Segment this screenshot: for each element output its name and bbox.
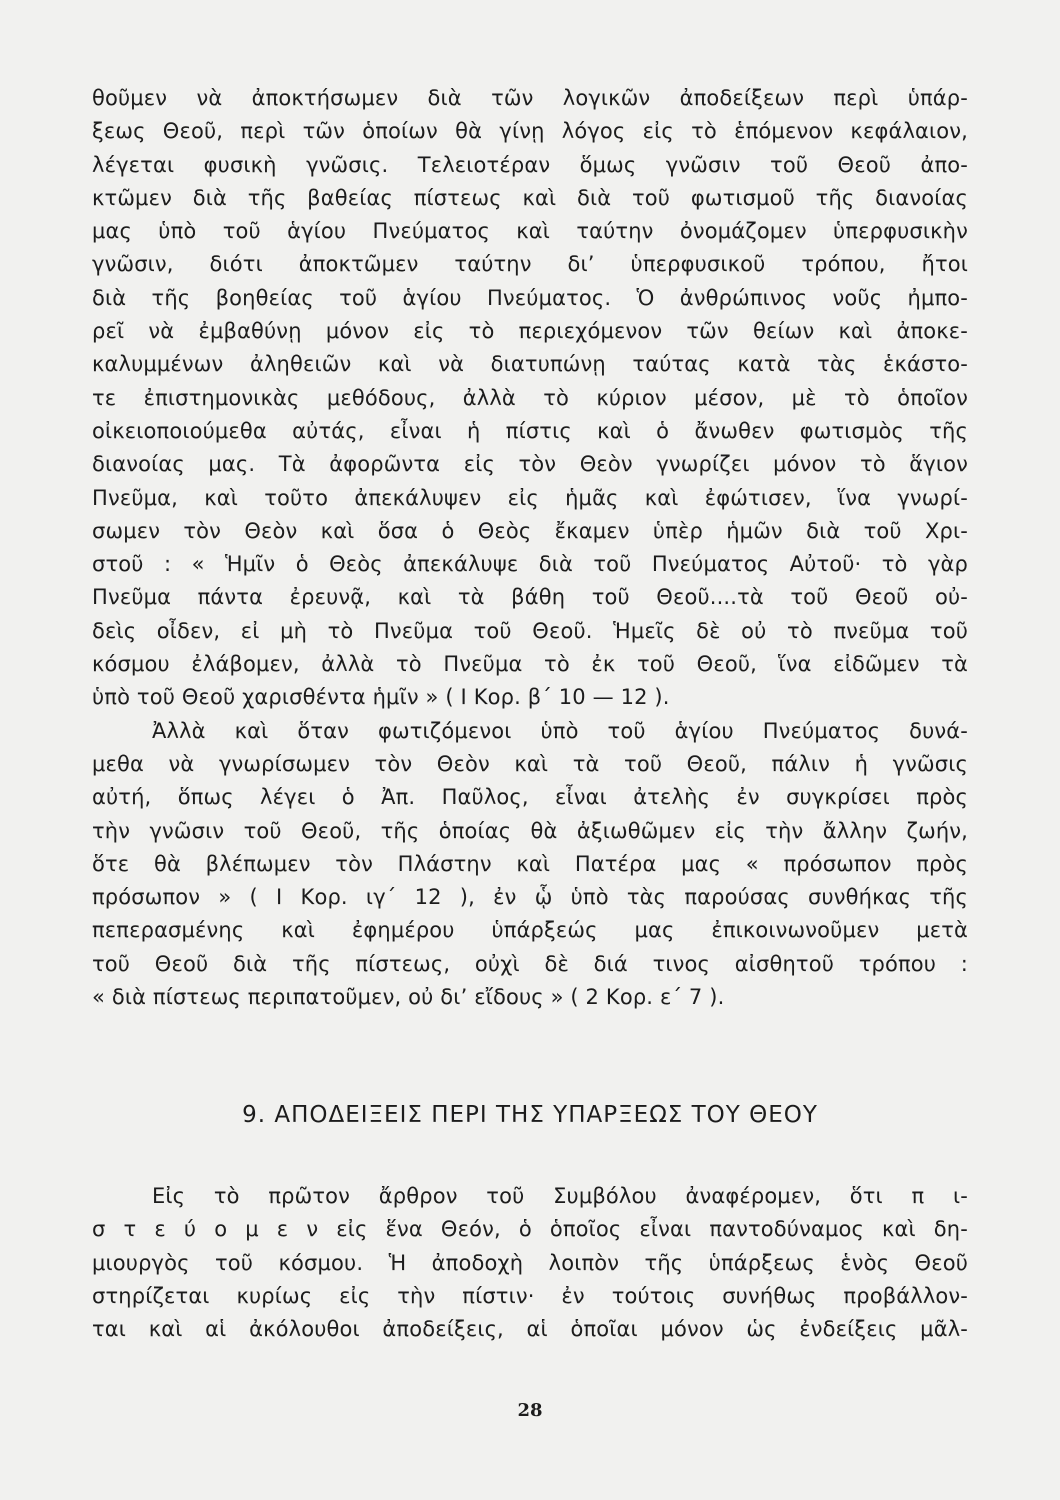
text-line: μεθα νὰ γνωρίσωμεν τὸν Θεὸν καὶ τὰ τοῦ Θεοῦ, πάλιν ἡ γνῶσις — [92, 751, 968, 776]
text-line: μιουργὸς τοῦ κόσμου. Ἡ ἀποδοχὴ λοιπὸν τῆς ὑπάρξεως ἑνὸς Θεοῦ — [92, 1250, 968, 1275]
text-line: δεὶς οἶδεν, εἰ μὴ τὸ Πνεῦμα τοῦ Θεοῦ. Ἡμεῖς δὲ οὐ τὸ πνεῦμα τοῦ — [92, 618, 968, 643]
paragraph-knowledge-of-god — [92, 82, 968, 715]
text-line: Ἀλλὰ καὶ ὅταν φωτιζόμενοι ὑπὸ τοῦ ἁγίου Πνεύματος δυνά- — [152, 718, 968, 743]
text-line: ται καὶ αἱ ἀκόλουθοι ἀποδείξεις, αἱ ὁποῖαι μόνον ὡς ἐνδείξεις μᾶλ- — [92, 1317, 968, 1342]
text-line: θοῦμεν νὰ ἀποκτήσωμεν διὰ τῶν λογικῶν ἀποδείξεων περὶ ὑπάρ- — [92, 86, 968, 110]
text-line: οἰκειοποιούμεθα αὐτάς, εἶναι ἡ πίστις καὶ ὁ ἄνωθεν φωτισμὸς τῆς — [92, 418, 968, 443]
text-line: κτῶμεν διὰ τῆς βαθείας πίστεως καὶ διὰ τοῦ φωτισμοῦ τῆς διανοίας — [92, 185, 968, 210]
text-line: σωμεν τὸν Θεὸν καὶ ὅσα ὁ Θεὸς ἔκαμεν ὑπὲρ ἡμῶν διὰ τοῦ Χρι- — [92, 518, 968, 543]
text-line: διὰ τῆς βοηθείας τοῦ ἁγίου Πνεύματος. Ὁ ἀνθρώπινος νοῦς ἠμπο- — [92, 285, 968, 310]
text-line: Εἰς τὸ πρῶτον ἄρθρον τοῦ Συμβόλου ἀναφέρομεν, ὅτι π ι- — [152, 1184, 968, 1208]
text-line: τε ἐπιστημονικὰς μεθόδους, ἀλλὰ τὸ κύριον μέσον, μὲ τὸ ὁποῖον — [92, 385, 968, 410]
text-line: τοῦ Θεοῦ διὰ τῆς πίστεως, οὐχὶ δὲ διά τινος αἰσθητοῦ τρόπου : — [92, 951, 968, 976]
text-line: διανοίας μας. Τὰ ἀφορῶντα εἰς τὸν Θεὸν γνωρίζει μόνον τὸ ἅγιον — [92, 452, 968, 477]
text-line: ὅτε θὰ βλέπωμεν τὸν Πλάστην καὶ Πατέρα μας « πρόσωπον πρὸς — [92, 851, 968, 876]
page-number: 28 — [517, 1400, 543, 1421]
text-block-lower — [92, 1180, 968, 1346]
text-line: αὐτή, ὅπως λέγει ὁ Ἀπ. Παῦλος, εἶναι ἀτελὴς ἐν συγκρίσει πρὸς — [92, 785, 968, 810]
text-line: ὑπὸ τοῦ Θεοῦ χαρισθέντα ἡμῖν » ( Ι Κορ. β΄ 10 — 12 ). — [92, 685, 670, 710]
paragraph-imperfect-knowledge — [92, 715, 968, 1015]
text-line: σ τ ε ύ ο μ ε ν εἰς ἕνα Θεόν, ὁ ὁποῖος εἶναι παντοδύναμος καὶ δη- — [92, 1217, 968, 1242]
text-line: ξεως Θεοῦ, περὶ τῶν ὁποίων θὰ γίνῃ λόγος εἰς τὸ ἑπόμενον κεφάλαιον, — [92, 119, 968, 144]
text-line: Πνεῦμα πάντα ἐρευνᾷ, καὶ τὰ βάθη τοῦ Θεοῦ....τὰ τοῦ Θεοῦ οὐ- — [92, 585, 968, 610]
text-line: στοῦ : « Ἡμῖν ὁ Θεὸς ἀπεκάλυψε διὰ τοῦ Πνεύματος Αὐτοῦ· τὸ γὰρ — [92, 552, 968, 577]
text-block-upper — [92, 82, 968, 1014]
section-heading: 9. ΑΠΟΔΕΙΞΕΙΣ ΠΕΡΙ ΤΗΣ ΥΠΑΡΞΕΩΣ ΤΟΥ ΘΕΟΥ — [242, 1102, 818, 1128]
text-line: ρεῖ νὰ ἐμβαθύνῃ μόνον εἰς τὸ περιεχόμενον τῶν θείων καὶ ἀποκε- — [92, 319, 968, 344]
text-line: τὴν γνῶσιν τοῦ Θεοῦ, τῆς ὁποίας θὰ ἀξιωθῶμεν εἰς τὴν ἄλλην ζωήν, — [92, 818, 968, 843]
text-line: καλυμμένων ἀληθειῶν καὶ νὰ διατυπώνῃ ταύτας κατὰ τὰς ἑκάστο- — [92, 352, 968, 377]
paragraph-symbol-of-faith — [92, 1180, 968, 1346]
text-line: « διὰ πίστεως περιπατοῦμεν, οὐ δι’ εἴδους » ( 2 Κορ. ε΄ 7 ). — [92, 985, 725, 1010]
text-line: κόσμου ἐλάβομεν, ἀλλὰ τὸ Πνεῦμα τὸ ἐκ τοῦ Θεοῦ, ἵνα εἰδῶμεν τὰ — [92, 652, 968, 677]
text-line: πεπερασμένης καὶ ἐφημέρου ὑπάρξεώς μας ἐπικοινωνοῦμεν μετὰ — [92, 918, 968, 943]
text-line: Πνεῦμα, καὶ τοῦτο ἀπεκάλυψεν εἰς ἡμᾶς καὶ ἐφώτισεν, ἵνα γνωρί- — [92, 485, 968, 510]
text-line: γνῶσιν, διότι ἀποκτῶμεν ταύτην δι’ ὑπερφυσικοῦ τρόπου, ἤτοι — [92, 252, 968, 277]
text-line: λέγεται φυσικὴ γνῶσις. Τελειοτέραν ὅμως γνῶσιν τοῦ Θεοῦ ἀπο- — [92, 152, 968, 177]
text-line: μας ὑπὸ τοῦ ἁγίου Πνεύματος καὶ ταύτην ὀνομάζομεν ὑπερφυσικὴν — [92, 219, 968, 244]
text-line: πρόσωπον » ( Ι Κορ. ιγ΄ 12 ), ἐν ᾧ ὑπὸ τὰς παρούσας συνθήκας τῆς — [92, 885, 968, 910]
text-line: στηρίζεται κυρίως εἰς τὴν πίστιν· ἐν τούτοις συνήθως προβάλλον- — [92, 1283, 968, 1308]
